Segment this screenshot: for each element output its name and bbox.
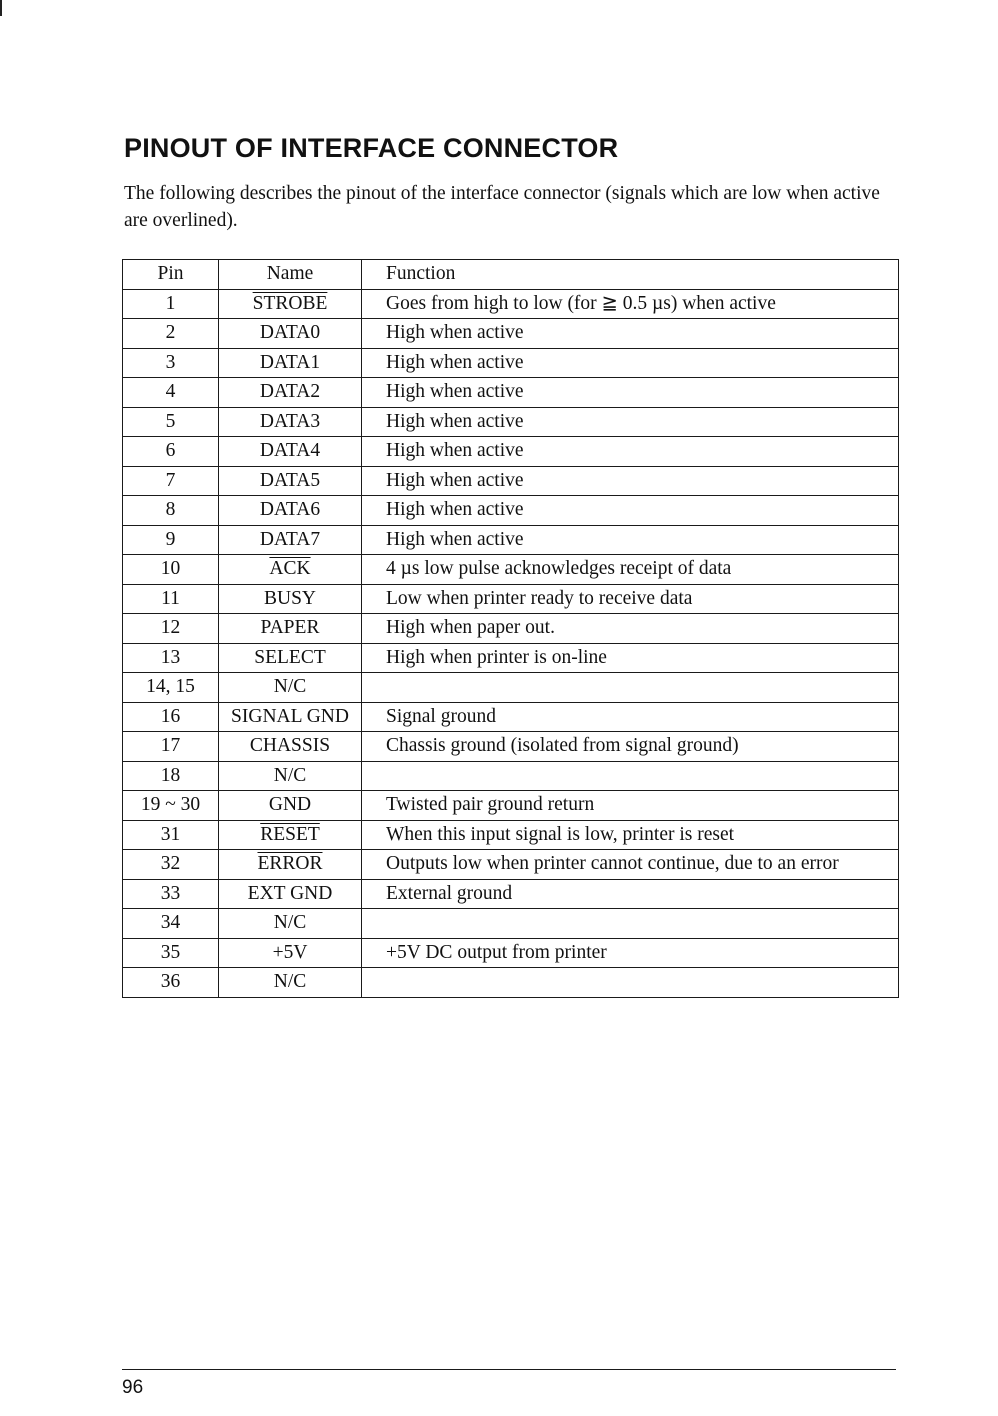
table-row xyxy=(123,761,899,791)
pin-cell: 18 xyxy=(123,761,219,791)
pin-cell: 35 xyxy=(123,938,219,968)
pin-cell: 33 xyxy=(123,879,219,909)
pin-cell: 36 xyxy=(123,968,219,998)
table-row xyxy=(123,555,899,585)
signal-name-cell xyxy=(219,319,362,349)
pin-cell: 17 xyxy=(123,732,219,762)
signal-name-cell xyxy=(219,466,362,496)
function-cell: High when active xyxy=(362,378,899,408)
function-cell xyxy=(362,968,899,998)
pin-cell: 7 xyxy=(123,466,219,496)
function-cell xyxy=(362,673,899,703)
pin-cell: 12 xyxy=(123,614,219,644)
pin-cell: 19 ~ 30 xyxy=(123,791,219,821)
signal-name: DATA2 xyxy=(259,381,321,403)
table-row xyxy=(123,466,899,496)
table-row xyxy=(123,319,899,349)
table-row xyxy=(123,525,899,555)
signal-name-cell xyxy=(219,820,362,850)
table-row xyxy=(123,407,899,437)
function-cell: Low when printer ready to receive data xyxy=(362,584,899,614)
signal-name: DATA3 xyxy=(259,410,321,432)
signal-name-cell xyxy=(219,584,362,614)
function-cell: High when printer is on-line xyxy=(362,643,899,673)
signal-name-cell xyxy=(219,289,362,319)
table-row xyxy=(123,496,899,526)
pin-cell: 34 xyxy=(123,909,219,939)
signal-name: $\overline{ACK}$ xyxy=(269,558,311,580)
signal-name-cell xyxy=(219,555,362,585)
signal-name: DATA4 xyxy=(259,440,321,462)
signal-name: CHASSIS xyxy=(249,735,331,757)
signal-name-cell xyxy=(219,909,362,939)
page-title: PINOUT OF INTERFACE CONNECTOR xyxy=(124,133,619,163)
table-row xyxy=(123,850,899,880)
intro-paragraph: The following describes the pinout of the interface connector (signals which are low when active are overlined). xyxy=(124,183,880,231)
signal-name: N/C xyxy=(273,676,307,698)
signal-name-cell xyxy=(219,643,362,673)
table-row xyxy=(123,348,899,378)
signal-name-cell xyxy=(219,378,362,408)
table-row xyxy=(123,938,899,968)
header-name: Name xyxy=(219,260,362,290)
signal-name: N/C xyxy=(273,971,307,993)
scan-edge-mark xyxy=(0,0,2,16)
table-row xyxy=(123,673,899,703)
pin-cell: 10 xyxy=(123,555,219,585)
table-row xyxy=(123,378,899,408)
function-cell: High when active xyxy=(362,319,899,349)
function-cell: Outputs low when printer cannot continue, due to an error xyxy=(362,850,899,880)
signal-name: ERROR xyxy=(257,853,323,875)
pin-cell: 5 xyxy=(123,407,219,437)
table-row xyxy=(123,968,899,998)
table-row xyxy=(123,584,899,614)
pin-cell: 2 xyxy=(123,319,219,349)
table-row xyxy=(123,289,899,319)
signal-name: DATA7 xyxy=(259,528,321,550)
function-cell: High when paper out. xyxy=(362,614,899,644)
pin-cell: 1 xyxy=(123,289,219,319)
signal-name: SELECT xyxy=(254,646,326,668)
function-cell: Signal ground xyxy=(362,702,899,732)
page-number: 96 xyxy=(122,1377,144,1398)
pin-cell: 11 xyxy=(123,584,219,614)
signal-name-cell xyxy=(219,791,362,821)
signal-name-cell xyxy=(219,879,362,909)
table-row xyxy=(123,702,899,732)
pin-cell: 32 xyxy=(123,850,219,880)
function-cell: +5V DC output from printer xyxy=(362,938,899,968)
pin-cell: 6 xyxy=(123,437,219,467)
pin-cell: 4 xyxy=(123,378,219,408)
signal-name-cell xyxy=(219,525,362,555)
footer-rule xyxy=(122,1369,896,1370)
function-cell: Goes from high to low (for ≧ 0.5 µs) when active xyxy=(362,289,899,319)
signal-name-cell xyxy=(219,968,362,998)
signal-name-cell xyxy=(219,496,362,526)
signal-name: SIGNAL GND xyxy=(231,705,349,727)
signal-name-cell xyxy=(219,407,362,437)
signal-name: BUSY xyxy=(263,587,317,609)
signal-name: N/C xyxy=(273,764,307,786)
signal-name: N/C xyxy=(273,912,307,934)
pin-cell: 8 xyxy=(123,496,219,526)
signal-name: GND xyxy=(268,794,312,816)
signal-name-cell xyxy=(219,673,362,703)
signal-name-cell xyxy=(219,348,362,378)
function-cell: External ground xyxy=(362,879,899,909)
function-cell: High when active xyxy=(362,525,899,555)
signal-name-cell xyxy=(219,732,362,762)
function-cell: Chassis ground (isolated from signal ground) xyxy=(362,732,899,762)
signal-name: STROBE xyxy=(252,292,328,314)
table-row xyxy=(123,820,899,850)
function-cell: High when active xyxy=(362,466,899,496)
pin-cell: 14, 15 xyxy=(123,673,219,703)
table-header-row xyxy=(123,260,899,290)
function-cell: When this input signal is low, printer is reset xyxy=(362,820,899,850)
header-pin: Pin xyxy=(123,260,219,290)
pinout-table xyxy=(122,259,899,998)
table-row xyxy=(123,909,899,939)
header-function: Function xyxy=(362,260,899,290)
function-cell xyxy=(362,909,899,939)
signal-name-cell xyxy=(219,437,362,467)
signal-name-cell xyxy=(219,938,362,968)
table-row xyxy=(123,791,899,821)
pin-cell: 13 xyxy=(123,643,219,673)
function-cell: High when active xyxy=(362,496,899,526)
table-row xyxy=(123,437,899,467)
signal-name-cell xyxy=(219,702,362,732)
pin-cell: 31 xyxy=(123,820,219,850)
signal-name: DATA6 xyxy=(259,499,321,521)
signal-name-cell xyxy=(219,850,362,880)
pin-cell: 9 xyxy=(123,525,219,555)
signal-name: RESET xyxy=(260,823,320,845)
table-row xyxy=(123,643,899,673)
function-cell: High when active xyxy=(362,407,899,437)
signal-name: DATA5 xyxy=(259,469,321,491)
function-cell: High when active xyxy=(362,348,899,378)
function-cell: High when active xyxy=(362,437,899,467)
function-cell: Twisted pair ground return xyxy=(362,791,899,821)
signal-name: PAPER xyxy=(260,617,320,639)
signal-name-cell xyxy=(219,761,362,791)
pin-cell: 16 xyxy=(123,702,219,732)
table-row xyxy=(123,879,899,909)
pin-cell: 3 xyxy=(123,348,219,378)
function-cell: 4 µs low pulse acknowledges receipt of data xyxy=(362,555,899,585)
function-cell xyxy=(362,761,899,791)
table-row xyxy=(123,732,899,762)
table-row xyxy=(123,614,899,644)
signal-name: DATA0 xyxy=(259,322,321,344)
signal-name: EXT GND xyxy=(247,882,333,904)
signal-name: +5V xyxy=(272,941,308,963)
signal-name-cell xyxy=(219,614,362,644)
signal-name: DATA1 xyxy=(259,351,321,373)
